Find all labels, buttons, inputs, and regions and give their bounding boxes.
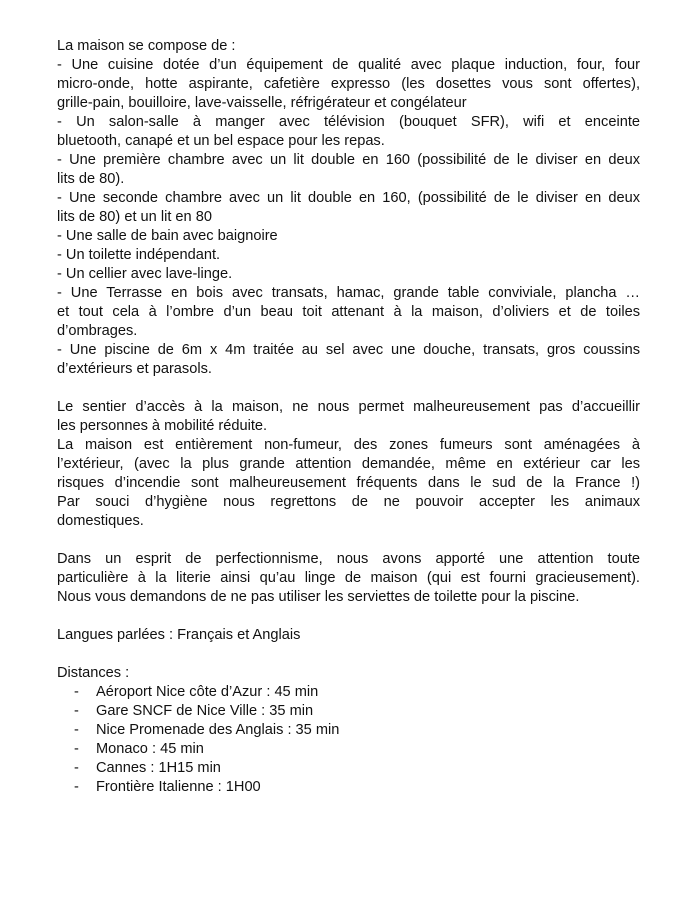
text-line: Dans un esprit de perfectionnisme, nous avons apporté une attention toute <box>57 551 640 567</box>
text-line: - Une cuisine dotée d’un équipement de qualité avec plaque induction, four, four <box>57 57 640 73</box>
text-line: - Un salon-salle à manger avec télévision (bouquet SFR), wifi et enceinte <box>57 114 640 130</box>
text-line: d’ombrages. <box>57 323 138 339</box>
text-line: La maison est entièrement non-fumeur, des zones fumeurs sont aménagées à <box>57 437 640 453</box>
text-line: - Une première chambre avec un lit double en 160 (possibilité de le diviser en deux <box>57 152 640 168</box>
paragraph-gap <box>57 607 640 626</box>
distance-text: Aéroport Nice côte d’Azur : 45 min <box>96 684 319 700</box>
distance-text: Gare SNCF de Nice Ville : 35 min <box>96 703 314 719</box>
paragraph-gap <box>57 645 640 664</box>
dash-bullet: - <box>74 760 79 776</box>
text-line: - Une salle de bain avec baignoire <box>57 228 278 244</box>
text-line: et tout cela à l’ombre d’un beau toit attenant à la maison, d’oliviers et de toiles <box>57 304 640 320</box>
text-line: - Une piscine de 6m x 4m traitée au sel avec une douche, transats, gros coussins <box>57 342 640 358</box>
dash-bullet: - <box>74 722 79 738</box>
text-line: lits de 80). <box>57 171 125 187</box>
text-line: grille-pain, bouilloire, lave-vaisselle, réfrigérateur et congélateur <box>57 95 467 111</box>
text-line: les personnes à mobilité réduite. <box>57 418 268 434</box>
text-line: bluetooth, canapé et un bel espace pour les repas. <box>57 133 385 149</box>
distances-list <box>57 683 640 797</box>
text-line: micro-onde, hotte aspirante, cafetière expresso (les dosettes vous sont offertes), <box>57 76 640 92</box>
dash-bullet: - <box>74 684 79 700</box>
distance-text: Cannes : 1H15 min <box>96 760 221 776</box>
text-line: - Un cellier avec lave-linge. <box>57 266 233 282</box>
text-line: - Une Terrasse en bois avec transats, hamac, grande table conviviale, plancha … <box>57 285 640 301</box>
text-line: risques d’incendie sont malheureusement fréquents dans le sud de la France !) <box>57 475 640 491</box>
dash-bullet: - <box>74 741 79 757</box>
text-line: Par souci d’hygiène nous regrettons de ne pouvoir accepter les animaux <box>57 494 640 510</box>
text-line: d’extérieurs et parasols. <box>57 361 212 377</box>
composition-section <box>57 37 640 379</box>
distances-heading: Distances : <box>57 665 130 681</box>
text-line: lits de 80) et un lit en 80 <box>57 209 212 225</box>
list-item <box>57 740 640 759</box>
list-item <box>57 778 640 797</box>
paragraph-gap <box>57 531 640 550</box>
text-line: - Un toilette indépendant. <box>57 247 221 263</box>
composition-heading: La maison se compose de : <box>57 38 236 54</box>
rules-section <box>57 398 640 531</box>
paragraph-gap <box>57 379 640 398</box>
list-item <box>57 759 640 778</box>
distance-text: Frontière Italienne : 1H00 <box>96 779 261 795</box>
text-line: l’extérieur, (avec la plus grande attention demandée, même en extérieur car les <box>57 456 640 472</box>
text-line: Le sentier d’accès à la maison, ne nous permet malheureusement pas d’accueillir <box>57 399 640 415</box>
list-item <box>57 721 640 740</box>
languages-line: Langues parlées : Français et Anglais <box>57 627 301 643</box>
list-item <box>57 683 640 702</box>
text-line: - Une seconde chambre avec un lit double en 160, (possibilité de le diviser en deux <box>57 190 640 206</box>
distance-text: Nice Promenade des Anglais : 35 min <box>96 722 340 738</box>
list-item <box>57 702 640 721</box>
dash-bullet: - <box>74 703 79 719</box>
document-page <box>57 37 640 797</box>
distance-text: Monaco : 45 min <box>96 741 204 757</box>
distances-section <box>57 664 640 797</box>
text-line: particulière à la literie ainsi qu’au linge de maison (qui est fourni gracieusement). <box>57 570 640 586</box>
text-line: domestiques. <box>57 513 144 529</box>
text-line: Nous vous demandons de ne pas utiliser les serviettes de toilette pour la piscine. <box>57 589 580 605</box>
dash-bullet: - <box>74 779 79 795</box>
linen-section <box>57 550 640 607</box>
